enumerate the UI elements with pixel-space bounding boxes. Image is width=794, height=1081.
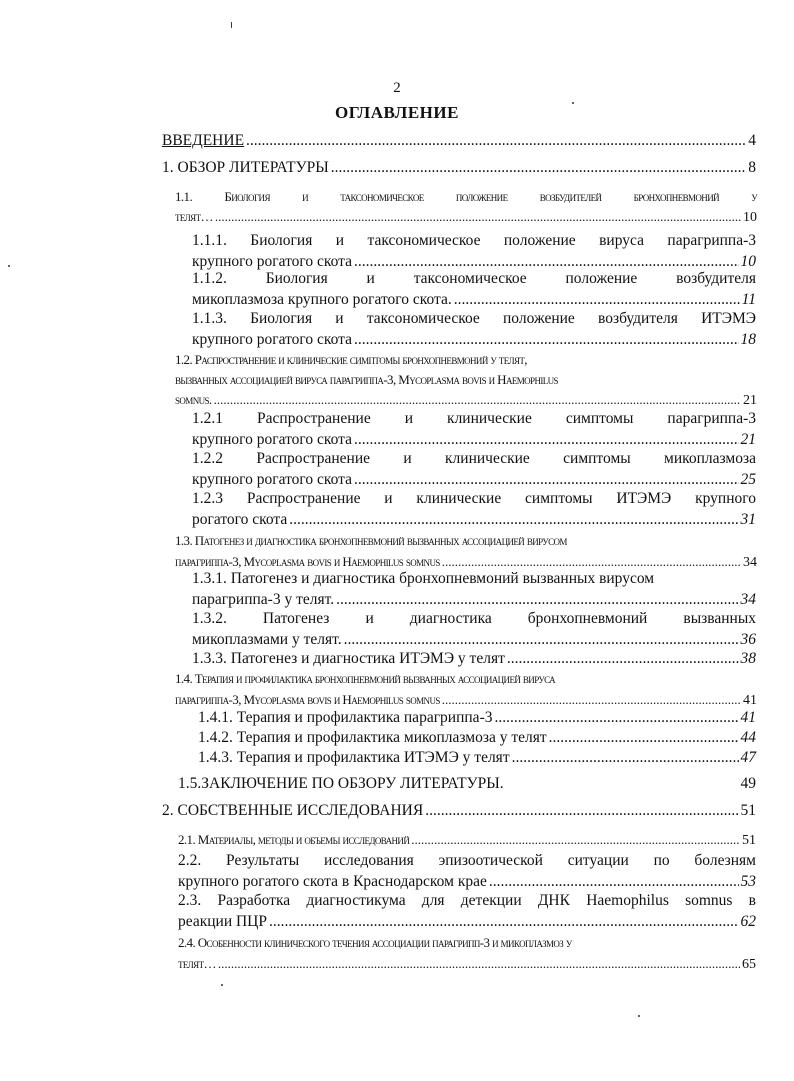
- toc-entry-1-1-2[interactable]: 1.1.2. Биология и таксономическое положение возбудителя микоплазмоза крупного рогатого скота. ..... 11: [192, 268, 756, 310]
- scan-speck: [221, 984, 223, 986]
- toc-entry-2[interactable]: 2. СОБСТВЕННЫЕ ИССЛЕДОВАНИЯ ..... 51: [162, 800, 756, 821]
- toc-entry-1-3-3[interactable]: 1.3.3. Патогенез и диагностика ИТЭМЭ у телят ..... 38: [192, 648, 756, 669]
- toc-entry-1-2-1[interactable]: 1.2.1 Распространение и клинические симптомы парагриппа-3 крупного рогатого скота ..... 21: [192, 408, 756, 450]
- toc-entry-1-2[interactable]: 1.2. Распространение и клинические симптомы бронхопневмоний у телят, вызванных ассоциацией вируса парагриппа-3, Mycoplasma bovis и Haemophilus somnus. ..... 21: [175, 350, 757, 411]
- toc-entry-1-5[interactable]: 1.5.ЗАКЛЮЧЕНИЕ ПО ОБЗОРУ ЛИТЕРАТУРЫ. 49: [178, 775, 756, 792]
- toc-entry-1-2-3[interactable]: 1.2.3 Распространение и клинические симптомы ИТЭМЭ крупного рогатого скота ..... 31: [192, 488, 756, 530]
- toc-entry-1-4[interactable]: 1.4. Терапия и профилактика бронхопневмоний вызванных ассоциацией вируса парагриппа-3, Mycoplasma bovis и Haemophilus somnus ..... 41: [175, 668, 757, 711]
- toc-entry-1-4-1[interactable]: 1.4.1. Терапия и профилактика парагриппа-3 ..... 41: [198, 707, 756, 728]
- toc-entry-2-1[interactable]: 2.1. Материалы, методы и объемы исследований ..... 51: [178, 829, 756, 851]
- toc-entry-2-4[interactable]: 2.4. Особенности клинического течения ассоциации парагрипп-3 и микоплазмоз у телят… ..... 65: [178, 932, 756, 975]
- toc-entry-1-1[interactable]: 1.1. Биология и таксономическое положение возбудителей бронхопневмоний у телят… ..... 10: [175, 186, 757, 228]
- toc-entry-1-3-1[interactable]: 1.3.1. Патогенез и диагностика бронхопневмоний вызванных вирусом парагриппа-3 у телят. ..... 34: [192, 568, 756, 610]
- toc-entry-2-3[interactable]: 2.3. Разработка диагностикума для детекции ДНК Haemophilus somnus в реакции ПЦР ..... 62: [178, 890, 756, 932]
- toc-entry-1[interactable]: 1. ОБЗОР ЛИТЕРАТУРЫ ..... 8: [162, 157, 756, 178]
- scan-speck: [8, 265, 10, 267]
- toc-entry-1-3-2[interactable]: 1.3.2. Патогенез и диагностика бронхопневмоний вызванных микоплазмами у телят. ..... 36: [192, 608, 756, 650]
- toc-entry-1-4-3[interactable]: 1.4.3. Терапия и профилактика ИТЭМЭ у телят ..... 47: [198, 747, 756, 768]
- toc-entry-2-2[interactable]: 2.2. Результаты исследования эпизоотической ситуации по болезням крупного рогатого скота в Краснодарском крае ..... 53: [178, 850, 756, 892]
- toc-title: ОГЛАВЛЕНИЕ: [335, 103, 459, 122]
- toc-entry-1-3[interactable]: 1.3. Патогенез и диагностика бронхопневмоний вызванных ассоциацией вирусом парагриппа-3, Mycoplasma bovis и Haemophilus somnus ..... 34: [175, 530, 757, 573]
- toc-entry-1-2-2[interactable]: 1.2.2 Распространение и клинические симптомы микоплазмоза крупного рогатого скота ..... 25: [192, 448, 756, 490]
- toc-entry-intro[interactable]: ВВЕДЕНИЕ ..... 4: [162, 130, 756, 151]
- scan-speck: [572, 102, 574, 104]
- scan-speck: [638, 1015, 640, 1017]
- scan-speck: [231, 22, 232, 28]
- toc-entry-1-1-3[interactable]: 1.1.3. Биология и таксономическое положение возбудителя ИТЭМЭ крупного рогатого скота ..... 18: [192, 308, 756, 350]
- page-number: 2: [393, 80, 401, 96]
- toc-entry-1-4-2[interactable]: 1.4.2. Терапия и профилактика микоплазмоза у телят ..... 44: [198, 727, 756, 748]
- toc-entry-1-1-1[interactable]: 1.1.1. Биология и таксономическое положение вируса парагриппа-3 крупного рогатого скота ..... 10: [192, 230, 756, 272]
